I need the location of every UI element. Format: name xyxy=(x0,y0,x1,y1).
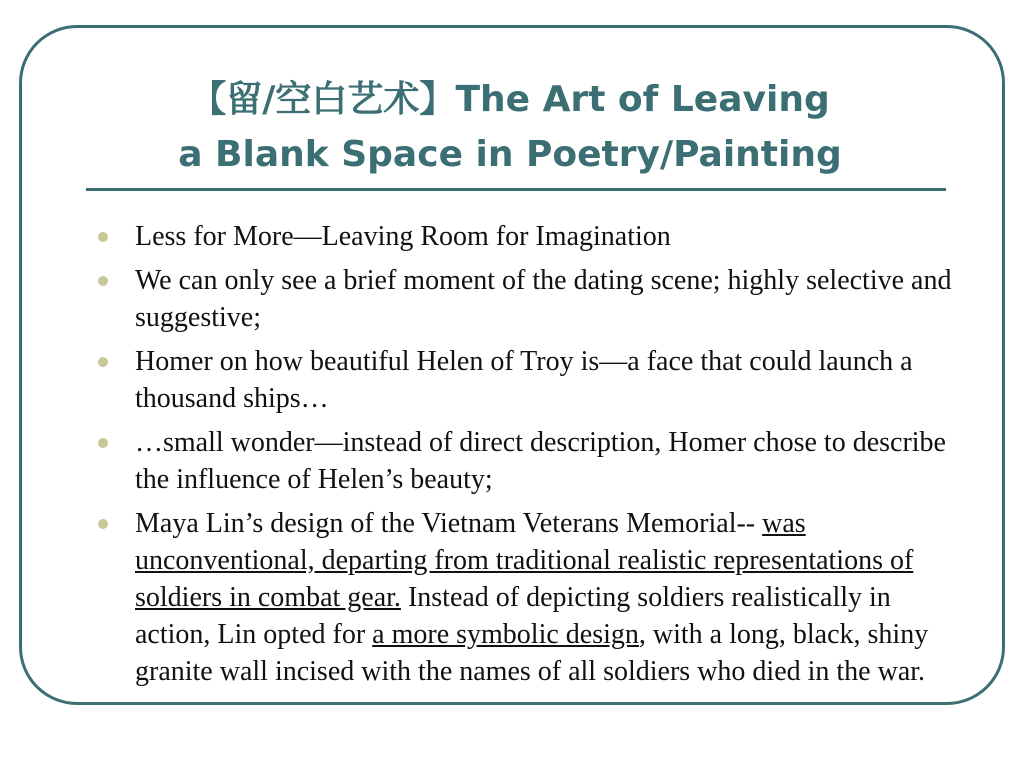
bullet-dot-icon xyxy=(98,357,108,367)
bullet-dot-icon xyxy=(98,232,108,242)
bullet-dot-icon xyxy=(98,438,108,448)
bullet-text: Homer on how beautiful Helen of Troy is—a face that could launch a thousand ships… xyxy=(135,346,913,414)
underlined-phrase-2: a more symbolic design xyxy=(372,619,639,650)
bullet-dot-icon xyxy=(98,519,108,529)
bullet-text: Less for More—Leaving Room for Imagination xyxy=(135,221,671,252)
underlined-phrase-1: was unconventional, departing from traditional realistic representations of soldiers in combat gear. xyxy=(135,508,914,613)
bullet-list xyxy=(98,218,958,697)
bullet-item-3 xyxy=(98,343,958,417)
title-line-2: a Blank Space in Poetry/Painting xyxy=(178,134,842,175)
bullet-item-2 xyxy=(98,262,958,336)
bullet-text-part-3: , with a long, black, shiny granite wall incised with the names of all soldiers who died in the war. xyxy=(135,619,929,687)
bullet-text: We can only see a brief moment of the dating scene; highly selective and suggestive; xyxy=(135,265,952,333)
bullet-text-part-1: Maya Lin’s design of the Vietnam Veterans Memorial-- xyxy=(135,508,756,539)
bullet-text: …small wonder—instead of direct description, Homer chose to describe the influence of Helen’s beauty; xyxy=(135,427,946,495)
bullet-item-1 xyxy=(98,218,958,255)
title-divider xyxy=(86,188,946,191)
slide-title xyxy=(80,72,940,182)
title-chinese-prefix: 【留/空白艺术】 xyxy=(190,79,456,120)
title-line-1: The Art of Leaving xyxy=(455,79,830,120)
bullet-text-part-2: Instead of depicting soldiers realistically in action, Lin opted for xyxy=(135,582,891,650)
bullet-item-4 xyxy=(98,424,958,498)
bullet-item-5 xyxy=(98,505,958,690)
bullet-dot-icon xyxy=(98,276,108,286)
